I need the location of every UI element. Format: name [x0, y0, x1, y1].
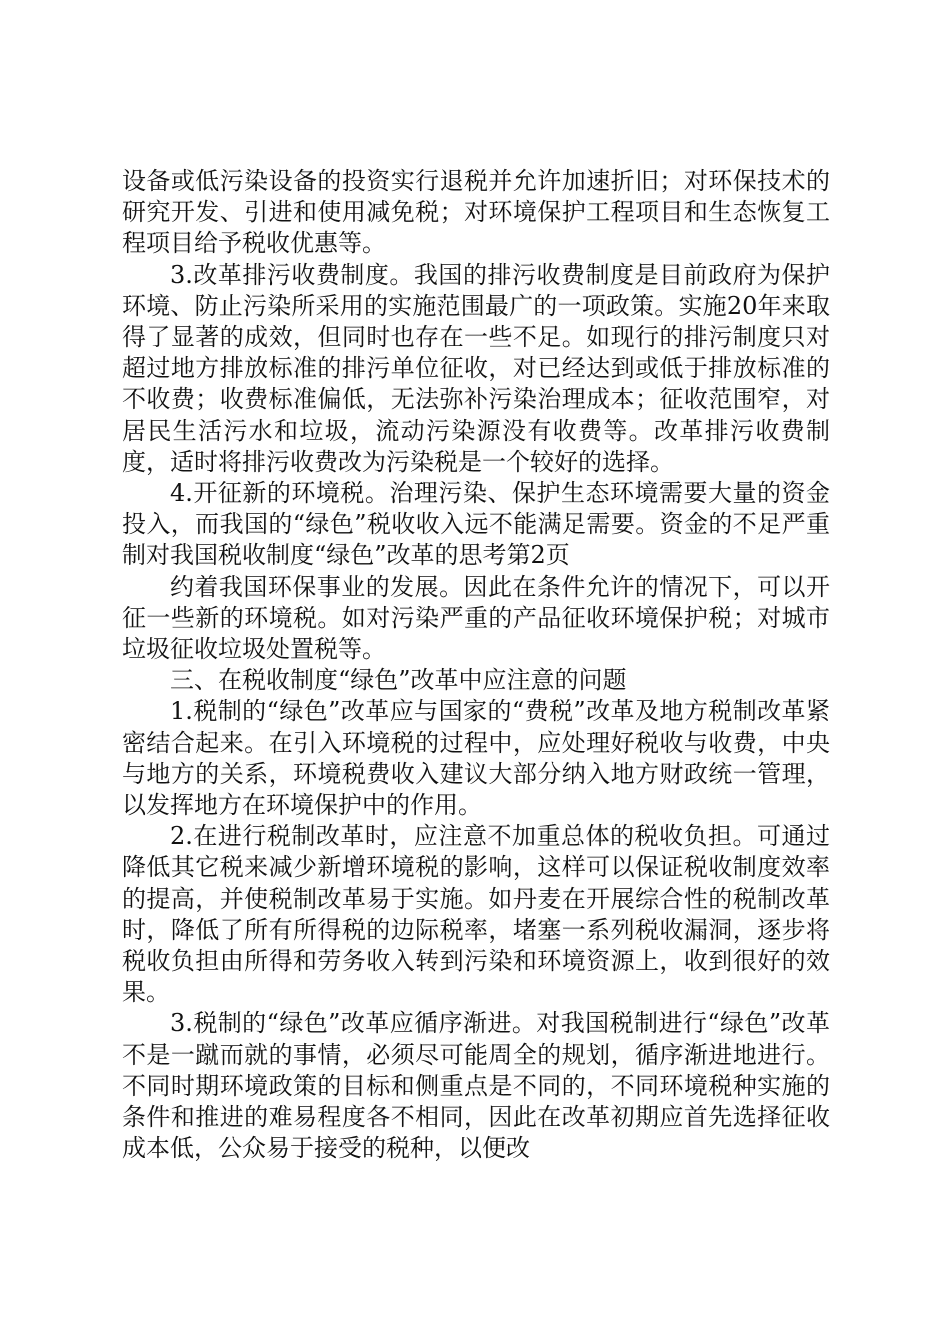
paragraph-1: 设备或低污染设备的投资实行退税并允许加速折旧；对环保技术的研究开发、引进和使用减免税；对环境保护工程项目和生态恢复工程项目给予税收优惠等。: [122, 167, 830, 258]
paragraph-5: 1.税制的“绿色”改革应与国家的“费税”改革及地方税制改革紧密结合起来。在引入环境税的过程中，应处理好税收与收费，中央与地方的关系，环境税费收入建议大部分纳入地方财政统一管理，以发挥地方在环境保护中的作用。: [122, 697, 830, 820]
section-heading: 三、在税收制度“绿色”改革中应注意的问题: [170, 666, 627, 695]
paragraph-3: 4.开征新的环境税。治理污染、保护生态环境需要大量的资金投入，而我国的“绿色”税收收入远不能满足需要。资金的不足严重制对我国税收制度“绿色”改革的思考第2页: [122, 479, 830, 570]
paragraph-6: 2.在进行税制改革时，应注意不加重总体的税收负担。可通过降低其它税来减少新增环境税的影响，这样可以保证税收制度效率的提高，并使税制改革易于实施。如丹麦在开展综合性的税制改革时，降低了所有所得税的边际税率，堵塞一系列税收漏洞，逐步将税收负担由所得和劳务收入转到污染和环境资源上，收到很好的效果。: [122, 822, 830, 1007]
paragraph-7: 3.税制的“绿色”改革应循序渐进。对我国税制进行“绿色”改革不是一蹴而就的事情，必须尽可能周全的规划，循序渐进地进行。不同时期环境政策的目标和侧重点是不同的，不同环境税种实施的条件和推进的难易程度各不相同，因此在改革初期应首先选择征收成本低，公众易于接受的税种，以便改: [122, 1009, 830, 1163]
paragraph-4: 约着我国环保事业的发展。因此在条件允许的情况下，可以开征一些新的环境税。如对污染严重的产品征收环境保护税；对城市垃圾征收垃圾处置税等。: [122, 572, 830, 664]
paragraph-2: 3.改革排污收费制度。我国的排污收费制度是目前政府为保护环境、防止污染所采用的实施范围最广的一项政策。实施20年来取得了显著的成效，但同时也存在一些不足。如现行的排污制度只对超过地方排放标准的排污单位征收，对已经达到或低于排放标准的不收费；收费标准偏低，无法弥补污染治理成本；征收范围窄，对居民生活污水和垃圾，流动污染源没有收费等。改革排污收费制度，适时将排污收费改为污染税是一个较好的选择。: [122, 260, 830, 476]
document-page: [122, 166, 830, 1165]
